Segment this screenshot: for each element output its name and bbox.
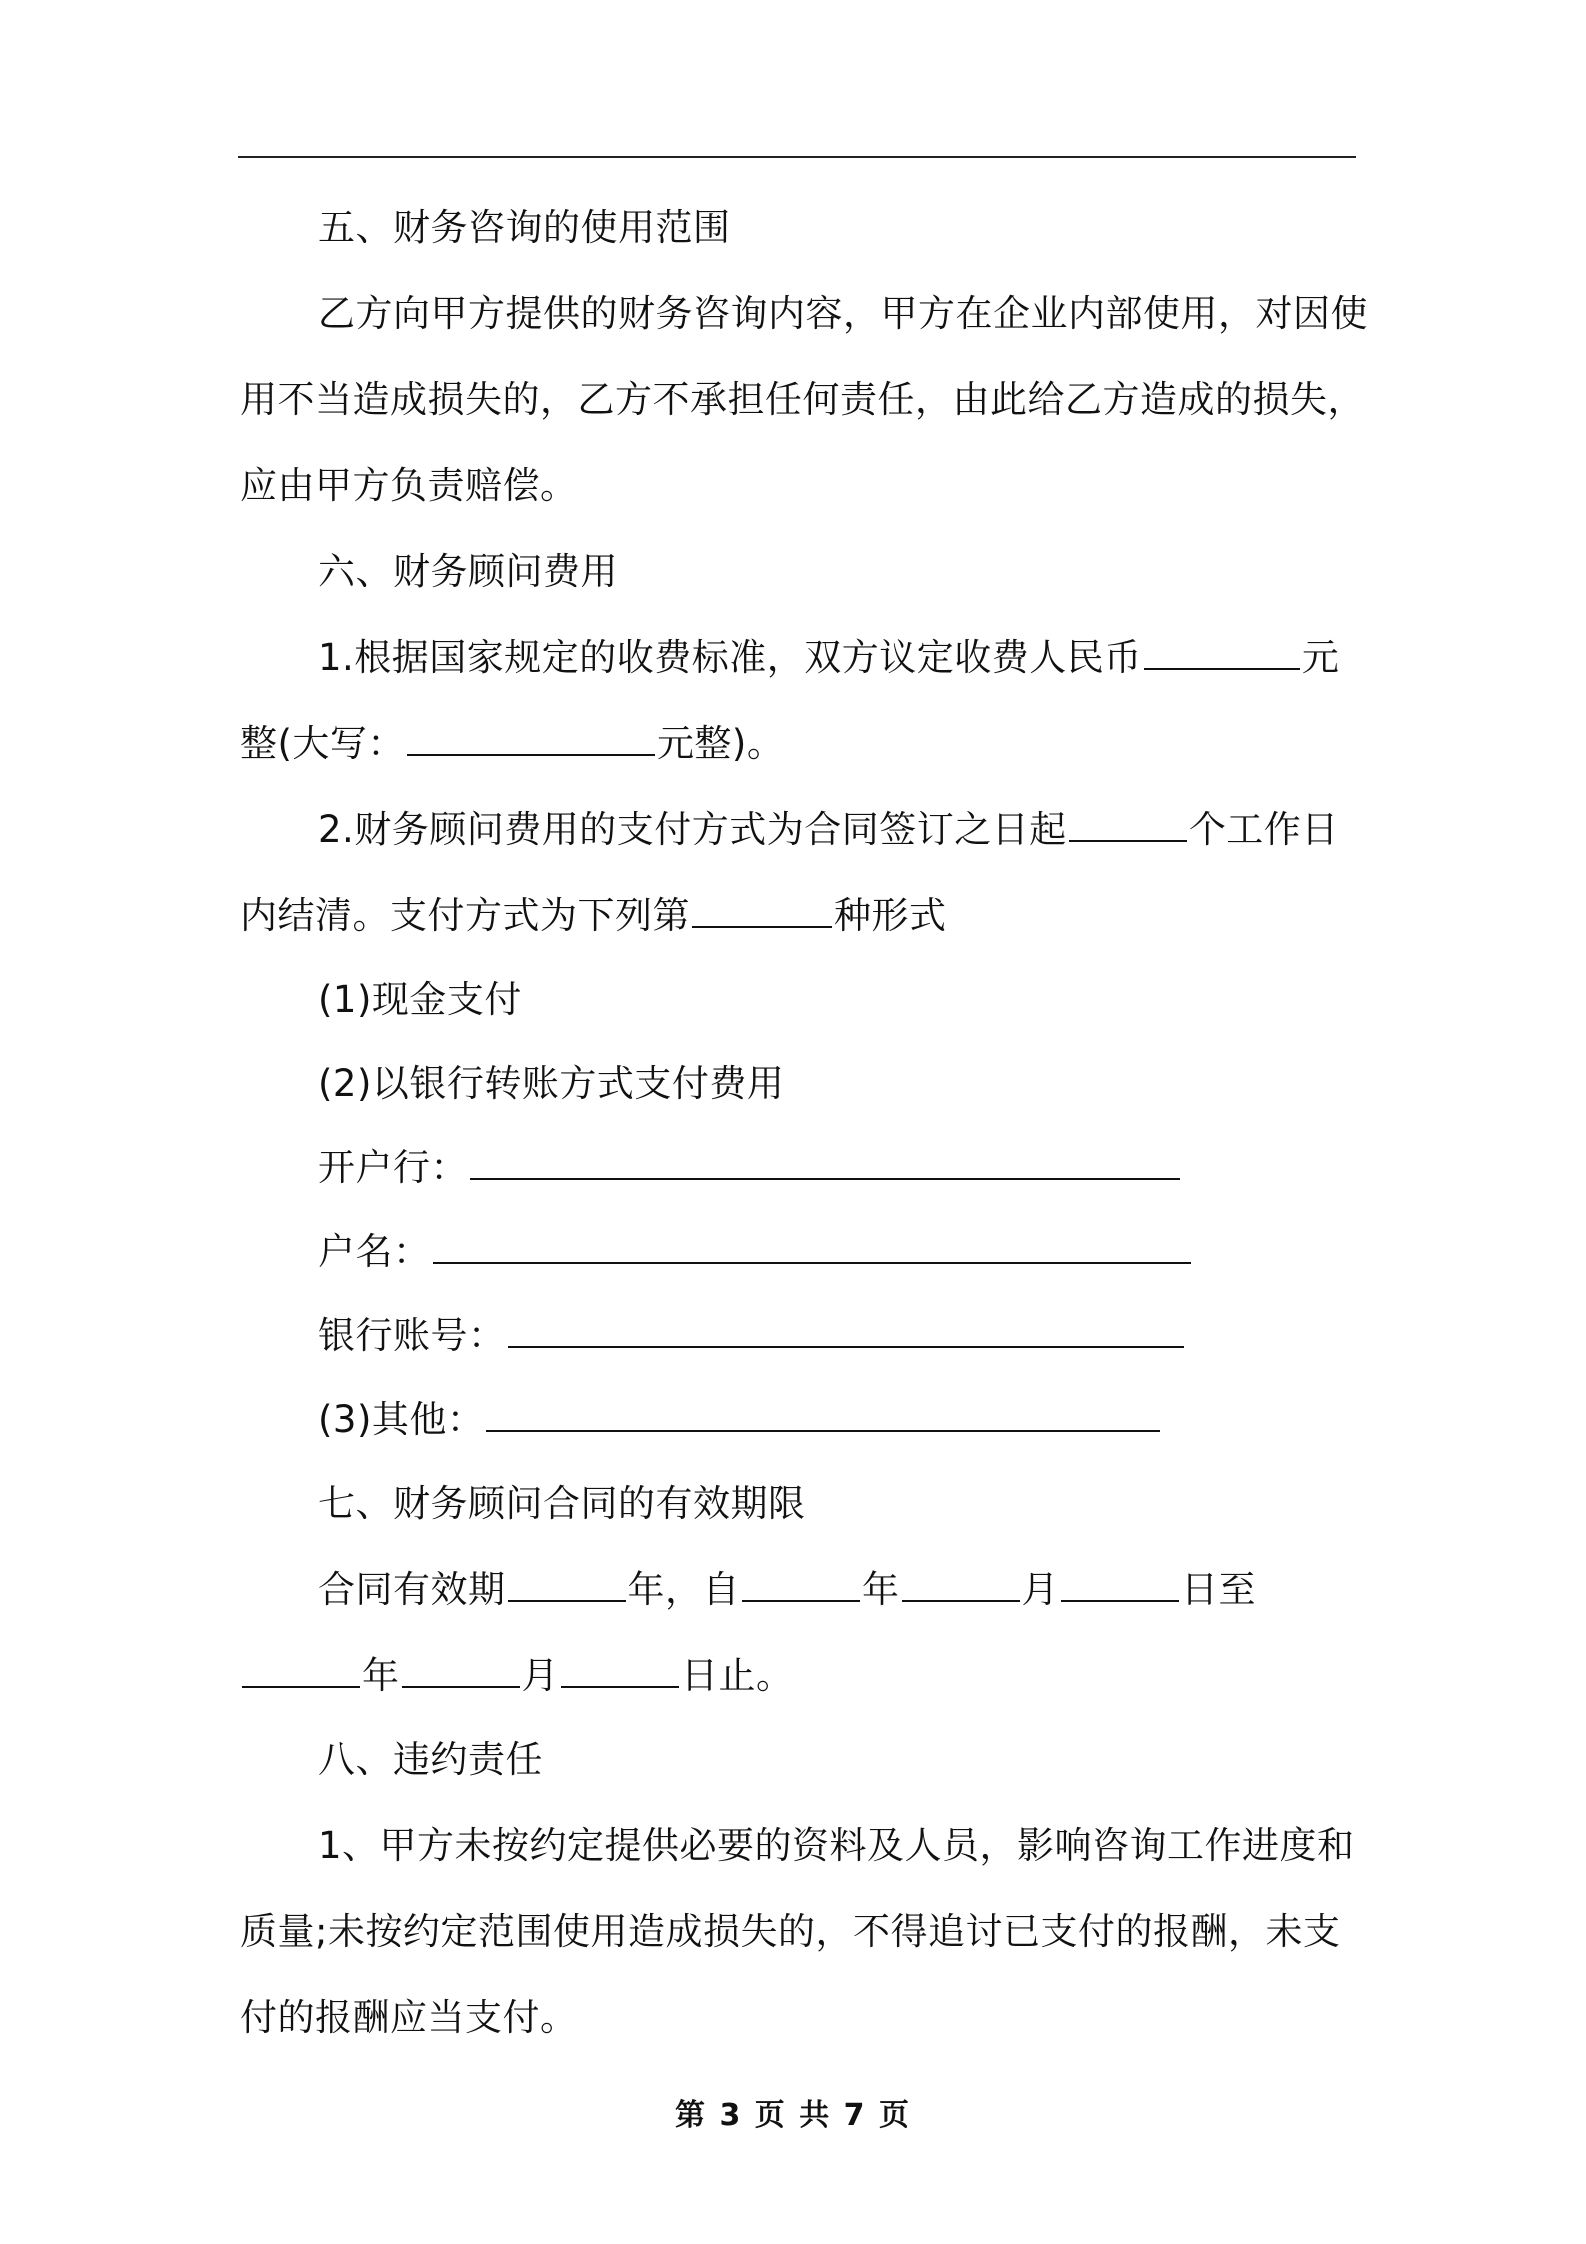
payment-method-line xyxy=(240,886,1360,946)
paragraph-line: 1、甲方未按约定提供必要的资料及人员，影响咨询工作进度和 xyxy=(318,1824,1355,1867)
term-label: 合同有效期 xyxy=(318,1568,506,1611)
term-line-1 xyxy=(318,1560,1438,1620)
fee-amount-blank[interactable] xyxy=(1144,634,1300,670)
start-month-blank[interactable] xyxy=(902,1566,1020,1602)
account-name-label: 户名： xyxy=(318,1230,431,1273)
payment-method-blank[interactable] xyxy=(692,892,832,928)
payment-deadline-label: 2.财务顾问费用的支付方式为合同签订之日起 xyxy=(318,808,1067,851)
term-years-blank[interactable] xyxy=(508,1566,626,1602)
account-number-blank[interactable] xyxy=(508,1312,1184,1348)
option-other-blank[interactable] xyxy=(486,1396,1160,1432)
fee-uppercase-unit: 元整)。 xyxy=(656,722,785,765)
option-other-line xyxy=(318,1390,1438,1450)
payment-days-blank[interactable] xyxy=(1069,806,1187,842)
end-day-unit: 日止。 xyxy=(681,1654,794,1697)
account-number-label: 银行账号： xyxy=(318,1314,506,1357)
fee-amount-unit: 元 xyxy=(1301,636,1340,679)
end-month-unit: 月 xyxy=(521,1654,559,1697)
paragraph-line: 应由甲方负责赔偿。 xyxy=(240,464,578,507)
fee-uppercase-label: 整(大写： xyxy=(240,722,405,765)
start-year-unit: 年 xyxy=(862,1568,900,1611)
bank-name-blank[interactable] xyxy=(470,1144,1180,1180)
header-rule xyxy=(238,156,1356,158)
term-line-2 xyxy=(240,1646,1360,1706)
paragraph-line: 质量;未按约定范围使用造成损失的，不得追讨已支付的报酬，未支 xyxy=(240,1910,1341,1953)
start-day-blank[interactable] xyxy=(1061,1566,1179,1602)
end-year-unit: 年 xyxy=(362,1654,400,1697)
section-6-heading: 六、财务顾问费用 xyxy=(318,550,618,593)
bank-name-label: 开户行： xyxy=(318,1146,468,1189)
page-number-footer: 第 3 页 共 7 页 xyxy=(675,2098,911,2133)
account-name-line xyxy=(318,1222,1438,1282)
payment-method-label: 内结清。支付方式为下列第 xyxy=(240,894,690,937)
paragraph-line: 用不当造成损失的，乙方不承担任何责任，由此给乙方造成的损失， xyxy=(240,378,1365,421)
fee-uppercase-blank[interactable] xyxy=(407,720,655,756)
end-month-blank[interactable] xyxy=(402,1652,520,1688)
section-5-heading: 五、财务咨询的使用范围 xyxy=(318,206,731,249)
option-other-label: (3)其他： xyxy=(318,1398,485,1441)
account-number-line xyxy=(318,1306,1438,1366)
section-7-heading: 七、财务顾问合同的有效期限 xyxy=(318,1482,806,1525)
fee-uppercase-line xyxy=(240,714,1360,774)
end-year-blank[interactable] xyxy=(242,1652,360,1688)
start-year-blank[interactable] xyxy=(742,1566,860,1602)
payment-deadline-unit: 个工作日 xyxy=(1188,808,1339,851)
account-name-blank[interactable] xyxy=(433,1228,1191,1264)
section-8-heading: 八、违约责任 xyxy=(318,1738,543,1781)
fee-amount-label: 1.根据国家规定的收费标准，双方议定收费人民币 xyxy=(318,636,1142,679)
term-years-unit: 年，自 xyxy=(627,1568,740,1611)
option-bank-transfer: (2)以银行转账方式支付费用 xyxy=(318,1062,785,1105)
option-cash: (1)现金支付 xyxy=(318,978,522,1021)
start-day-unit: 日至 xyxy=(1181,1568,1256,1611)
paragraph-line: 乙方向甲方提供的财务咨询内容，甲方在企业内部使用，对因使 xyxy=(318,292,1368,335)
payment-deadline-line xyxy=(318,800,1438,860)
fee-amount-line xyxy=(318,628,1438,688)
bank-name-line xyxy=(318,1138,1438,1198)
start-month-unit: 月 xyxy=(1021,1568,1059,1611)
paragraph-line: 付的报酬应当支付。 xyxy=(240,1996,578,2039)
end-day-blank[interactable] xyxy=(561,1652,679,1688)
payment-method-unit: 种形式 xyxy=(834,894,947,937)
